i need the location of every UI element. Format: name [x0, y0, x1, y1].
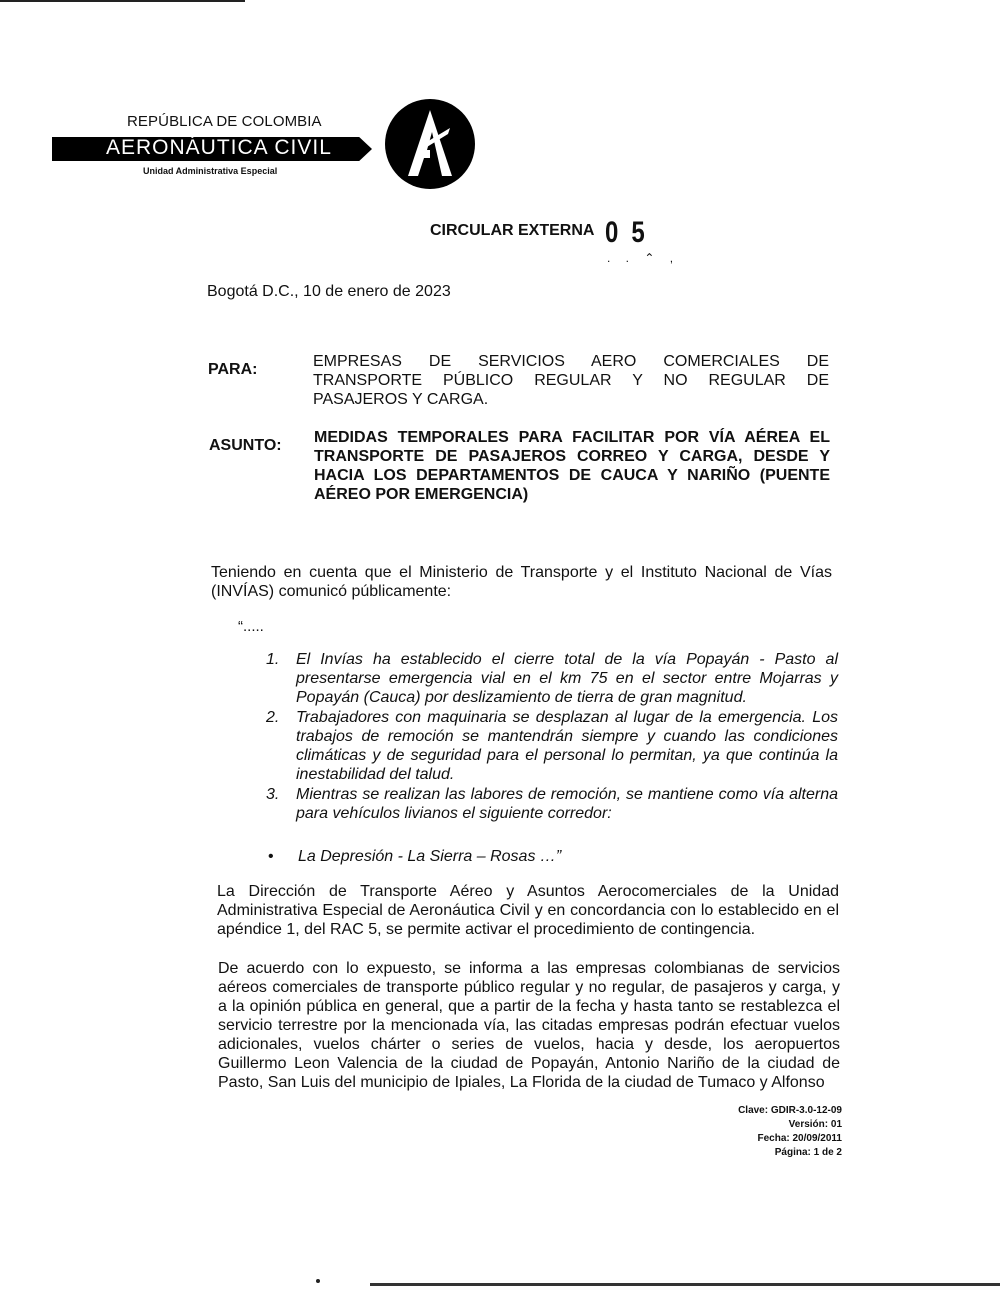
footer-fecha: Fecha: 20/09/2011: [757, 1133, 842, 1144]
list-item-number: 2.: [266, 709, 280, 726]
asunto-text: MEDIDAS TEMPORALES PARA FACILITAR POR VÍA AÉREA EL TRANSPORTE DE PASAJEROS CORREO Y CARGA, DESDE Y HACIA LOS DEPARTAMENTOS DE CAUCA Y NARIÑO (PUENTE AÉREO POR EMERGENCIA): [314, 429, 830, 503]
letterhead-unidad: Unidad Administrativa Especial: [143, 166, 278, 176]
list-item-text: El Invías ha establecido el cierre total de la vía Popayán - Pasto al presentarse emergencia vial en el km 75 en el sector entre Mojarras y Popayán (Cauca) por deslizamiento de tierra de gran magnitud.: [296, 651, 838, 706]
list-item-number: 3.: [266, 786, 280, 803]
letterhead-republica: REPÚBLICA DE COLOMBIA: [127, 113, 322, 130]
para-text: EMPRESAS DE SERVICIOS AERO COMERCIALES DE TRANSPORTE PÚBLICO REGULAR Y NO REGULAR DE PASAJEROS Y CARGA.: [313, 353, 829, 408]
bullet-text: La Depresión - La Sierra – Rosas …”: [298, 848, 562, 865]
circular-marks: . . ⌃ ,: [607, 251, 680, 265]
footer-version: Versión: 01: [788, 1119, 842, 1130]
letterhead-entity: AERONÁUTICA CIVIL: [106, 136, 332, 159]
asunto-label: ASUNTO:: [209, 437, 282, 454]
document-control-footer: [738, 1104, 842, 1160]
circular-number: 0 5: [605, 216, 648, 249]
list-item-number: 1.: [266, 651, 280, 668]
document-date: Bogotá D.C., 10 de enero de 2023: [207, 283, 451, 300]
scan-top-rule: [0, 0, 245, 2]
list-item-text: Mientras se realizan las labores de remoción, se mantiene como vía alterna para vehículos livianos el siguiente corredor:: [296, 786, 838, 822]
scan-speck: [316, 1279, 320, 1283]
aerocivil-logo-icon: [384, 98, 476, 190]
list-item: [266, 785, 838, 823]
footer-clave: Clave: GDIR-3.0-12-09: [738, 1105, 842, 1116]
bullet-item: [268, 848, 561, 866]
bullet-icon: •: [268, 848, 274, 865]
paragraph-vuelos: De acuerdo con lo expuesto, se informa a las empresas colombianas de servicios aéreos comerciales de transporte público regular y no regular, de pasajeros y carga, y a la opinión pública en general, que a partir de la fecha y hasta tanto se restablezca el servicio terrestre por la mencionada vía, las citadas empresas podrán efectuar vuelos adicionales, vuelos chárter o series de vuelos, hacia y desde, los aeropuertos Guillermo Leon Valencia de la ciudad de Popayán, Antonio Nariño de la ciudad de Pasto, San Luis del municipio de Ipiales, La Florida de la ciudad de Tumaco y Alfonso: [218, 960, 840, 1091]
list-item-text: Trabajadores con maquinaria se desplazan al lugar de la emergencia. Los trabajos de remoción se mantendrán siempre y cuando las condiciones climáticas y de seguridad para el personal lo permitan, ya que continúa la inestabilidad del talud.: [296, 709, 838, 783]
footer-pagina: Página: 1 de 2: [774, 1147, 842, 1158]
paragraph-contingencia: La Dirección de Transporte Aéreo y Asuntos Aerocomerciales de la Unidad Administrativa Especial de Aeronáutica Civil y en concordancia con lo establecido en el apéndice 1, del RAC 5, se permite activar el procedimiento de contingencia.: [217, 883, 839, 938]
circular-title: CIRCULAR EXTERNA: [430, 222, 595, 239]
intro-paragraph: Teniendo en cuenta que el Ministerio de Transporte y el Instituto Nacional de Vías (INVÍAS) comunicó públicamente:: [211, 564, 832, 600]
scan-bottom-rule: [370, 1283, 1000, 1286]
para-label: PARA:: [208, 361, 258, 378]
quote-list: [266, 650, 838, 824]
list-item: [266, 708, 838, 784]
list-item: [266, 650, 838, 707]
quote-open: “.....: [238, 618, 264, 635]
